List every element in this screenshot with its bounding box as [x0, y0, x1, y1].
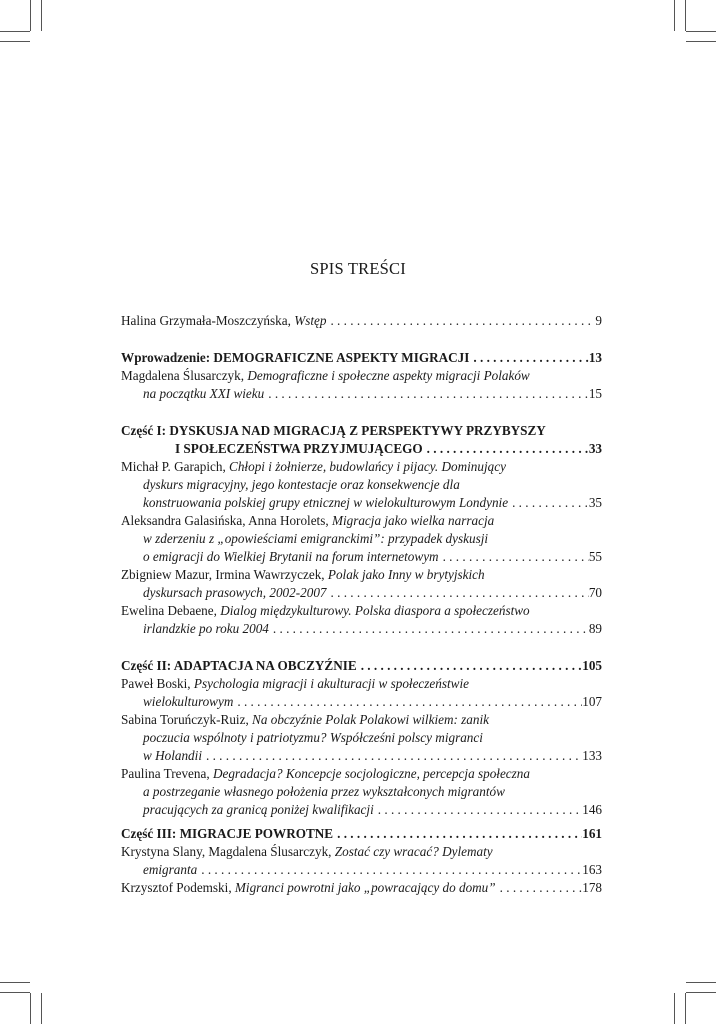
toc-title: dyskursach prasowych, 2002-2007: [143, 585, 327, 600]
crop-mark: [0, 992, 30, 993]
leader-dots: [469, 349, 588, 367]
toc-title: poczucia wspólnoty i patriotyzmu? Współcześni polscy migranci: [143, 730, 483, 745]
crop-mark: [0, 982, 30, 983]
toc-section[interactable]: [121, 657, 602, 675]
toc-title: Polak jako Inny w brytyjskich: [327, 567, 485, 582]
crop-mark: [686, 31, 716, 32]
toc-title: w Holandii: [143, 748, 202, 763]
toc-entry[interactable]: [121, 566, 602, 584]
leader-dots: [333, 825, 582, 843]
crop-mark: [30, 0, 31, 31]
page-number: 15: [588, 386, 602, 401]
toc-section[interactable]: [121, 825, 602, 843]
toc-title: pracujących za granicą poniżej kwalifikacji: [143, 802, 374, 817]
toc-title: o emigracji do Wielkiej Brytanii na forum internetowym: [143, 549, 439, 564]
toc-entry[interactable]: [121, 367, 602, 385]
toc-title: na początku XXI wieku: [143, 386, 265, 401]
toc-entry-cont: [143, 584, 602, 602]
leader-dots: [197, 861, 582, 879]
toc-entry[interactable]: [121, 711, 602, 729]
section-title: Część III: MIGRACJE POWROTNE: [121, 826, 334, 841]
crop-mark: [686, 982, 716, 983]
toc-author: Magdalena Ślusarczyk,: [121, 368, 248, 383]
page-number: 9: [595, 313, 602, 328]
toc-entry[interactable]: [121, 312, 602, 330]
leader-dots: [508, 494, 589, 512]
crop-mark: [686, 992, 716, 993]
toc-author: Paulina Trevena,: [121, 766, 213, 781]
toc-entry[interactable]: [121, 512, 602, 530]
toc-title: Dialog międzykulturowy. Polska diaspora a społeczeństwo: [220, 603, 530, 618]
toc-author: Zbigniew Mazur, Irmina Wawrzyczek,: [121, 567, 328, 582]
toc-entry[interactable]: [121, 602, 602, 620]
toc-entry[interactable]: [121, 458, 602, 476]
toc-title: Zostać czy wracać? Dylematy: [334, 844, 493, 859]
leader-dots: [264, 385, 589, 403]
leader-dots: [326, 312, 595, 330]
toc-entry[interactable]: [121, 675, 602, 693]
crop-mark: [685, 993, 686, 1024]
toc-title: Psychologia migracji i akulturacji w społeczeństwie: [193, 676, 469, 691]
toc-title: a postrzeganie własnego położenia przez wykształconych migrantów: [143, 784, 505, 799]
page-number: 35: [588, 495, 602, 510]
crop-mark: [685, 0, 686, 31]
toc-entry-cont: [143, 861, 602, 879]
page-number: 55: [588, 549, 602, 564]
leader-dots: [233, 693, 582, 711]
toc-author: Halina Grzymała-Moszczyńska,: [121, 313, 295, 328]
leader-dots: [374, 801, 582, 819]
page-number: 89: [588, 621, 602, 636]
toc-entry-cont: [143, 783, 602, 801]
leader-dots: [357, 657, 583, 675]
toc-entry-cont: [143, 693, 602, 711]
leader-dots: [423, 440, 589, 458]
toc-author: Krystyna Slany, Magdalena Ślusarczyk,: [121, 844, 335, 859]
page-number: 178: [582, 880, 602, 895]
toc-author: Paweł Boski,: [121, 676, 194, 691]
toc-entry-cont: [143, 494, 602, 512]
section-title: Wprowadzenie: DEMOGRAFICZNE ASPEKTY MIGRACJI: [121, 350, 470, 365]
toc-entry-cont: [143, 385, 602, 403]
toc-title: emigranta: [143, 862, 198, 877]
crop-mark: [674, 0, 675, 31]
page-number: 13: [588, 350, 602, 365]
page-title: SPIS TREŚCI: [310, 259, 406, 278]
toc-entry-cont: [143, 620, 602, 638]
section-title: Część II: ADAPTACJA NA OBCZYŹNIE: [121, 658, 357, 673]
toc-title: Migranci powrotni jako „powracający do domu”: [234, 880, 496, 895]
toc-title: Demograficzne i społeczne aspekty migracji Polaków: [247, 368, 530, 383]
toc-entry-cont: [143, 747, 602, 765]
toc-entry-cont: [143, 476, 602, 494]
toc-title: irlandzkie po roku 2004: [143, 621, 269, 636]
toc-entry-cont: [143, 530, 602, 548]
crop-mark: [41, 0, 42, 31]
crop-mark: [41, 993, 42, 1024]
section-title: I SPOŁECZEŃSTWA PRZYJMUJĄCEGO: [175, 441, 423, 456]
crop-mark: [0, 31, 30, 32]
page-number: 105: [582, 658, 602, 673]
toc-section-cont: [175, 440, 602, 458]
toc-title: dyskurs migracyjny, jego kontestacje oraz konsekwencje dla: [143, 477, 460, 492]
toc-title: wielokulturowym: [143, 694, 234, 709]
leader-dots: [269, 620, 589, 638]
leader-dots: [496, 879, 583, 897]
toc-title: Degradacja? Koncepcje socjologiczne, percepcja społeczna: [212, 766, 530, 781]
toc-section[interactable]: [121, 422, 602, 440]
toc-author: Aleksandra Galasińska, Anna Horolets,: [121, 513, 332, 528]
toc-entry[interactable]: [121, 843, 602, 861]
page-number: 107: [582, 694, 602, 709]
leader-dots: [439, 548, 589, 566]
toc-section[interactable]: [121, 349, 602, 367]
crop-mark: [30, 993, 31, 1024]
toc-entry[interactable]: [121, 879, 602, 897]
toc-title: Wstęp: [294, 313, 327, 328]
toc-author: Michał P. Garapich,: [121, 459, 230, 474]
page-number: 133: [582, 748, 602, 763]
toc-author: Krzysztof Podemski,: [121, 880, 235, 895]
leader-dots: [327, 584, 589, 602]
toc-title: w zderzeniu z „opowieściami emigranckimi”: przypadek dyskusji: [143, 531, 489, 546]
toc-author: Sabina Toruńczyk-Ruiz,: [121, 712, 253, 727]
toc-title: Na obczyźnie Polak Polakowi wilkiem: zanik: [252, 712, 490, 727]
page-number: 163: [582, 862, 602, 877]
toc-entry-cont: [143, 729, 602, 747]
crop-mark: [674, 993, 675, 1024]
toc-entry-cont: [143, 801, 602, 819]
toc-title: Chłopi i żołnierze, budowlańcy i pijacy. Dominujący: [229, 459, 506, 474]
crop-mark: [0, 41, 30, 42]
page-number: 146: [582, 802, 602, 817]
toc-title: konstruowania polskiej grupy etnicznej w wielokulturowym Londynie: [143, 495, 509, 510]
crop-mark: [686, 41, 716, 42]
toc-title: Migracja jako wielka narracja: [331, 513, 495, 528]
section-title: Część I: DYSKUSJA NAD MIGRACJĄ Z PERSPEKTYWY PRZYBYSZY: [121, 423, 546, 438]
toc-author: Ewelina Debaene,: [121, 603, 221, 618]
page-number: 70: [588, 585, 602, 600]
toc-entry-cont: [143, 548, 602, 566]
page-number: 161: [582, 826, 602, 841]
page-number: 33: [588, 441, 602, 456]
leader-dots: [202, 747, 582, 765]
toc-entry[interactable]: [121, 765, 602, 783]
